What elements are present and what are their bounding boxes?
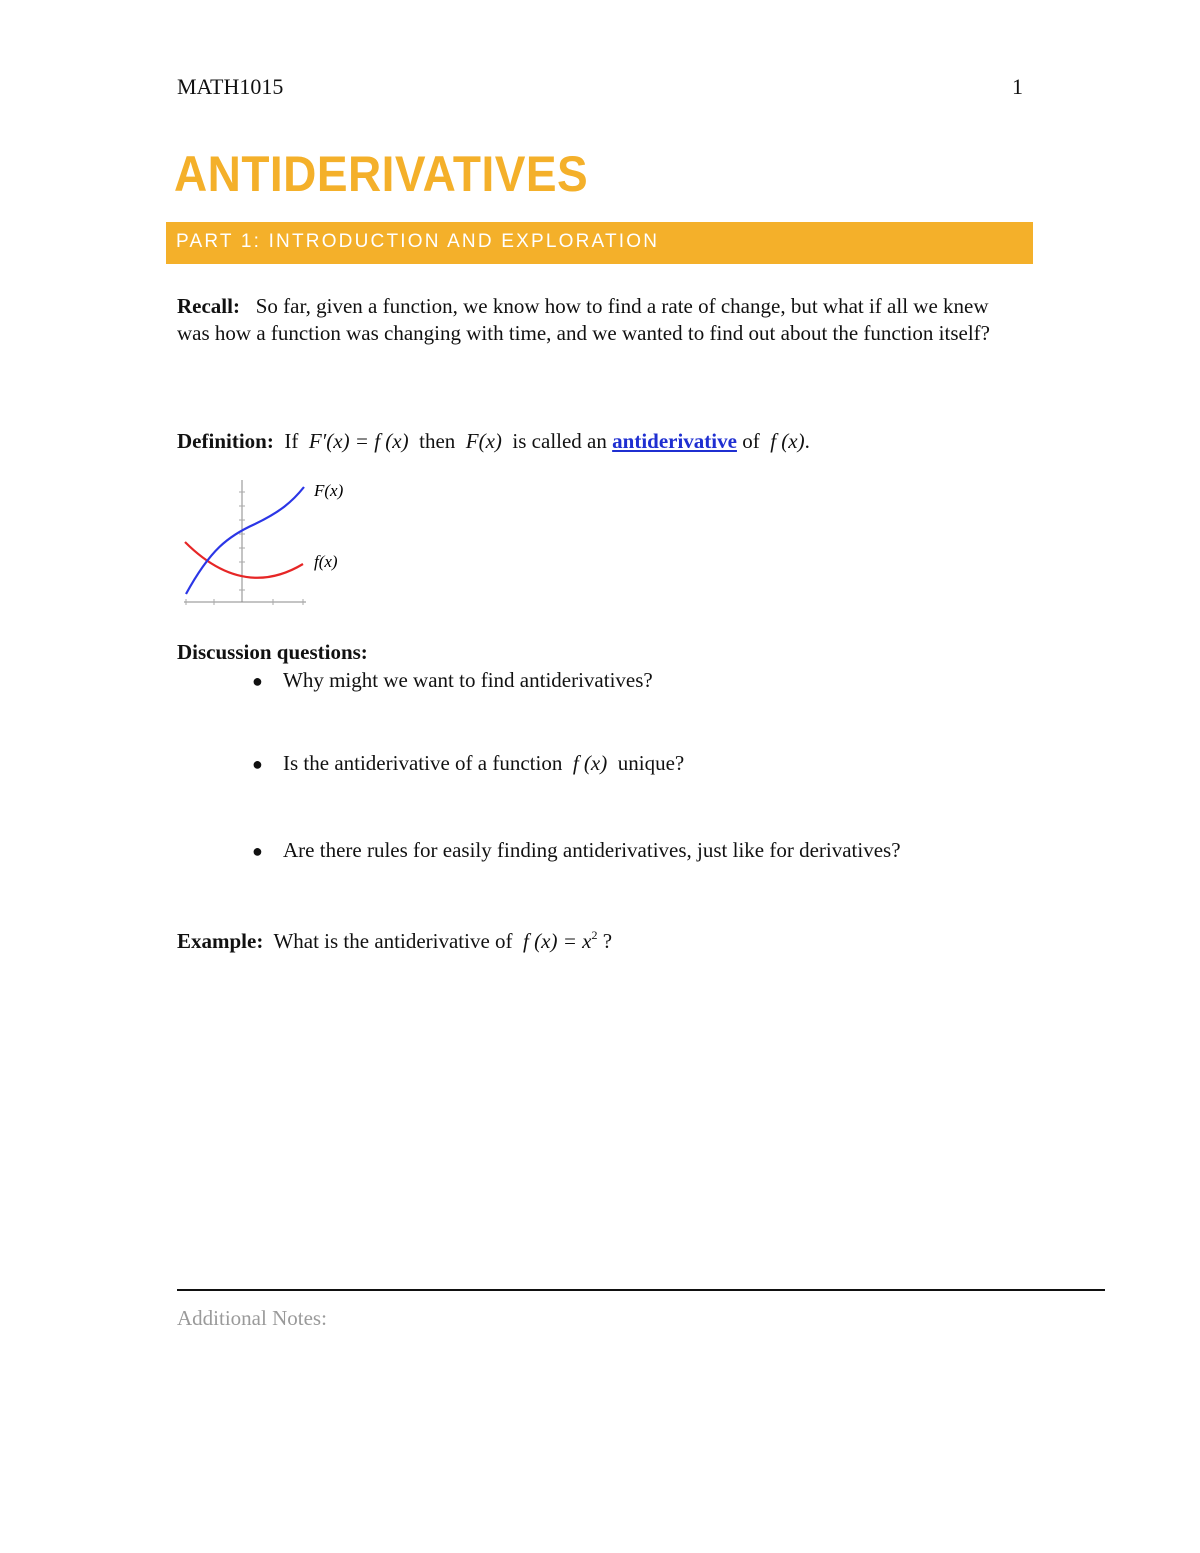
discussion-item-1: Why might we want to find antiderivatives?: [283, 668, 653, 692]
definition-equation: F′(x) = f (x): [308, 429, 409, 453]
recall-text: So far, given a function, we know how to find a rate of change, but what if all we knew was how a function was changing with time, and we wanted to find out about the function itself?: [177, 294, 990, 345]
example-text: What is the antiderivative of: [273, 929, 513, 953]
example-paragraph: [177, 922, 612, 955]
recall-paragraph: [177, 293, 1007, 347]
bullet-3-icon: ●: [252, 841, 263, 861]
graph-label-F: F(x): [314, 481, 344, 500]
bullet-2-icon: ●: [252, 754, 263, 774]
discussion-item-2-pre: Is the antiderivative of a function: [283, 751, 563, 775]
recall-label: Recall:: [177, 294, 240, 318]
section-header-label: PART 1: INTRODUCTION AND EXPLORATION: [176, 231, 660, 252]
document-title: ANTIDERIVATIVES: [174, 146, 589, 202]
definition-f-expr: f (x): [770, 429, 805, 453]
definition-label: Definition:: [177, 429, 274, 453]
example-exponent: 2: [591, 928, 598, 942]
definition-end: .: [804, 429, 810, 453]
discussion-item-2: [283, 751, 684, 776]
definition-mid-text: is called an: [512, 429, 607, 453]
notes-divider: [177, 1289, 1105, 1291]
definition-if: If: [284, 429, 299, 453]
discussion-item-3: Are there rules for easily finding antiderivatives, just like for derivatives?: [283, 838, 901, 862]
antiderivative-graph: [170, 472, 370, 612]
discussion-item-2-post: unique?: [617, 751, 685, 775]
graph-ticks: [186, 492, 303, 605]
page-number: 1: [1012, 74, 1023, 99]
definition-of: of: [742, 429, 760, 453]
definition-then: then: [419, 429, 456, 453]
definition-paragraph: [177, 428, 810, 455]
section-header-bar: [166, 222, 1033, 264]
graph-label-f: f(x): [314, 552, 338, 571]
f-curve: [185, 542, 303, 578]
example-end: ?: [602, 929, 613, 953]
additional-notes-label: Additional Notes:: [177, 1306, 327, 1330]
F-curve: [186, 487, 304, 594]
course-code: MATH1015: [177, 74, 284, 99]
example-label: Example:: [177, 929, 264, 953]
example-expr: f (x) = x: [523, 929, 592, 953]
discussion-label: Discussion questions:: [177, 640, 368, 664]
antiderivative-link[interactable]: antiderivative: [612, 429, 737, 453]
bullet-1-icon: ●: [252, 671, 263, 691]
discussion-item-2-expr: f (x): [572, 751, 608, 775]
definition-F-expr: F(x): [465, 429, 502, 453]
